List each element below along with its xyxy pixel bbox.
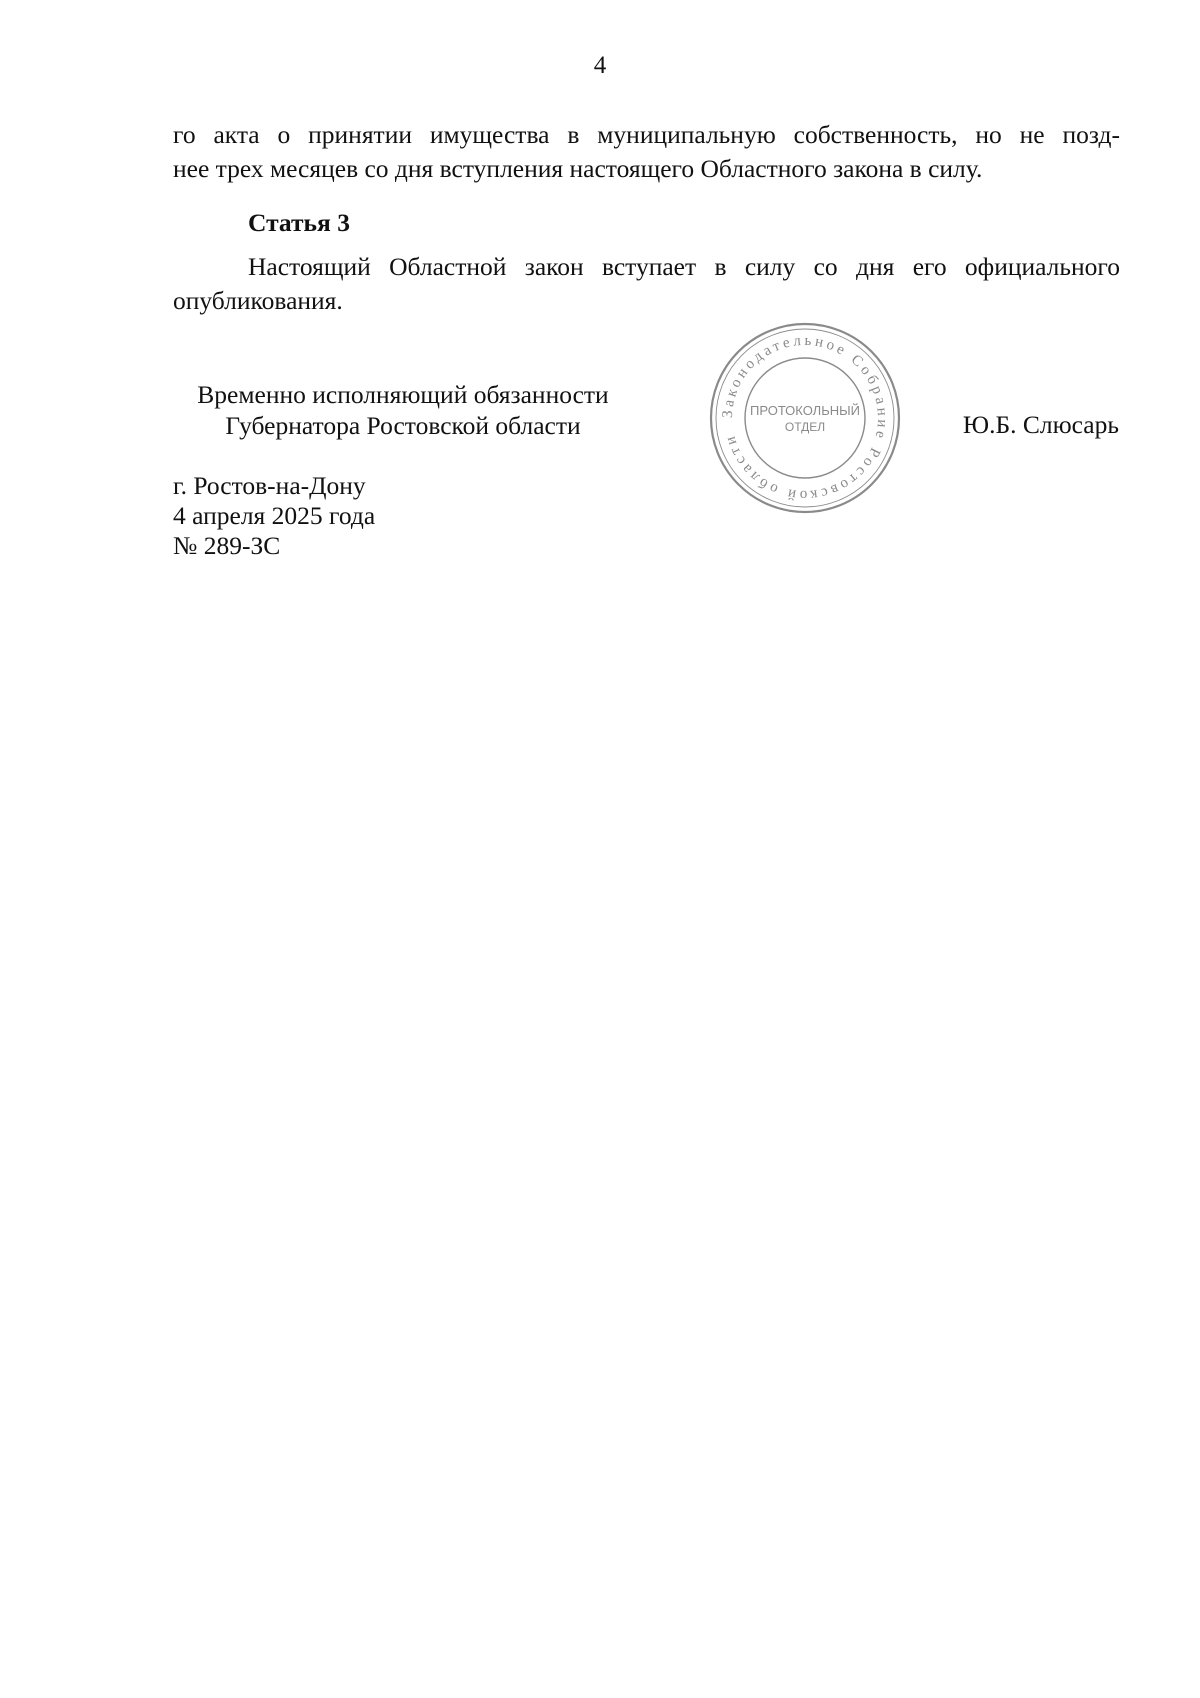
paragraph-line: го акта о принятии имущества в муниципальную собственность, но не позд- bbox=[173, 120, 1120, 149]
article-heading: Статья 3 bbox=[248, 208, 350, 237]
seal-center-line: ОТДЕЛ bbox=[784, 420, 826, 434]
seal-center-line: ПРОТОКОЛЬНЫЙ bbox=[749, 403, 861, 418]
date: 4 апреля 2025 года bbox=[173, 501, 376, 530]
city: г. Ростов-на-Дону bbox=[173, 471, 366, 500]
paragraph-continued bbox=[173, 118, 1120, 186]
seal-ring-text-path: Законодательное Собрание Ростовской области bbox=[719, 332, 891, 504]
official-seal-stamp bbox=[705, 318, 905, 518]
seal-outer-ring-thin bbox=[716, 329, 894, 507]
law-number: № 289-ЗС bbox=[173, 531, 281, 560]
page-number: 4 bbox=[593, 52, 607, 79]
seal-inner-ring bbox=[745, 358, 865, 478]
seal-outer-ring bbox=[711, 324, 899, 512]
signatory-title bbox=[173, 379, 633, 441]
signatory-title-line: Временно исполняющий обязанности bbox=[197, 380, 609, 409]
place-date-block bbox=[173, 471, 375, 561]
signatory-title-line: Губернатора Ростовской области bbox=[225, 411, 581, 440]
paragraph-line: нее трех месяцев со дня вступления настоящего Областного закона в силу. bbox=[173, 154, 983, 183]
signatory-name: Ю.Б. Слюсарь bbox=[962, 410, 1119, 439]
article-paragraph: Настоящий Областной закон вступает в силу со дня его официального опубликования. bbox=[173, 252, 1120, 315]
